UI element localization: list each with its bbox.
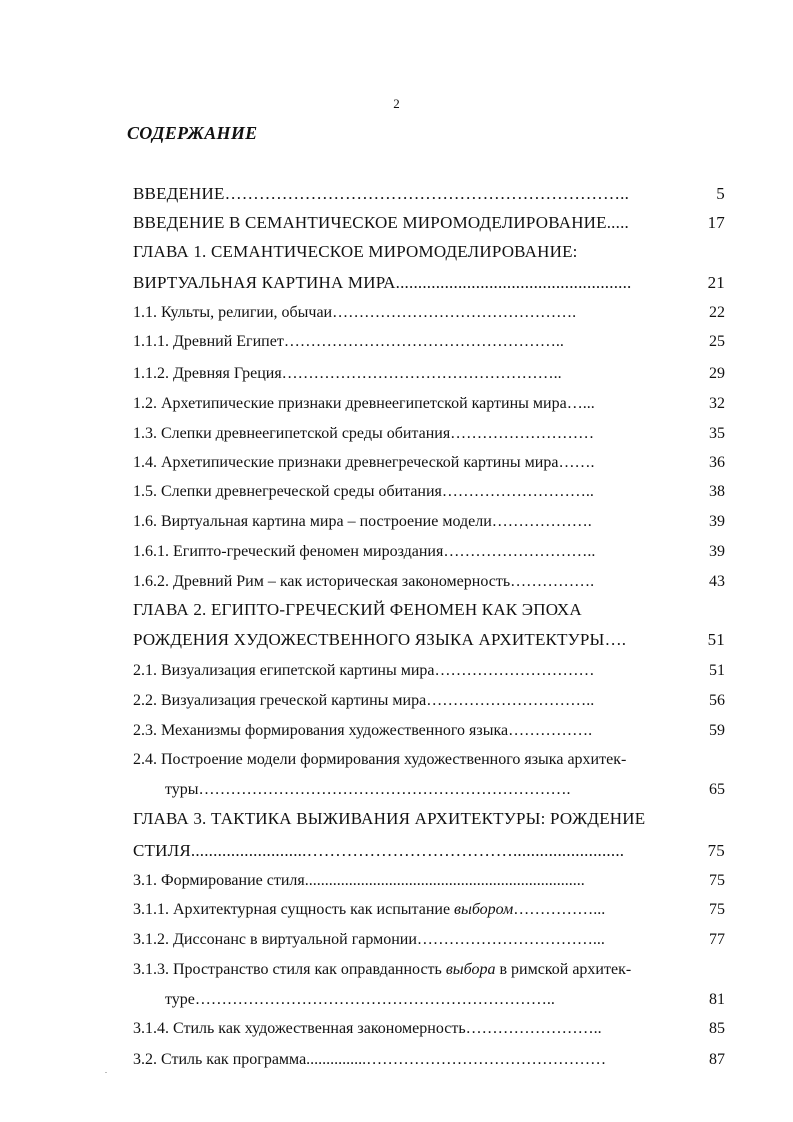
toc-entry-title: туре………………………………………………………….. [165,991,555,1008]
toc-entry-title-part: ……………... [513,901,606,918]
toc-entry-page: 75 [709,901,725,918]
toc-entry-title: 1.4. Архетипические признаки древнегреческой картины мира……. [133,454,595,471]
toc-entry-title: 2.2. Визуализация греческой картины мира………………………….. [133,692,595,709]
toc-entry-title [133,958,631,982]
toc-entry-title: 1.6.1. Египто-греческий феномен мироздания……………………….. [133,543,596,560]
toc-entry-page: 35 [709,425,725,442]
toc-entry-page: 22 [709,304,725,321]
toc-entry-title: 3.1. Формирование стиля...................................................................... [133,872,585,889]
toc-entry-page: 43 [709,573,725,590]
toc-entry-title: 1.5. Слепки древнегреческой среды обитания……………………….. [133,483,594,500]
toc-entry-page: 17 [707,213,725,232]
toc-entry-title: СТИЛЯ..........................………………………………......................... [133,841,625,860]
toc-entry-emphasis: выбора [445,961,496,978]
toc-entry-title: 3.2. Стиль как программа...............……………………………………… [133,1051,607,1068]
toc-entry-page: 32 [709,395,725,412]
toc-entry-page: 87 [709,1051,725,1068]
toc-entry-title: ГЛАВА 1. СЕМАНТИЧЕСКОЕ МИРОМОДЕЛИРОВАНИЕ: [133,242,578,261]
toc-entry-page: 51 [709,662,725,679]
toc-entry-title: туры……………………………………………………………. [165,781,571,798]
toc-entry-title: 1.2. Архетипические признаки древнеегипетской картины мира…... [133,395,595,412]
toc-entry-title: 1.1. Культы, религии, обычаи………………………………………. [133,304,577,321]
toc-entry-page: 75 [707,841,725,860]
page-number: 2 [393,96,400,111]
toc-entry-title: ВИРТУАЛЬНАЯ КАРТИНА МИРА..................................................... [133,273,632,292]
toc-entry-title: 3.1.2. Диссонанс в виртуальной гармонии……………………………... [133,931,605,948]
toc-entry-page: 29 [709,365,725,382]
toc-entry-title: 2.3. Механизмы формирования художественного языка……………. [133,722,593,739]
toc-entry-title: ГЛАВА 2. ЕГИПТО-ГРЕЧЕСКИЙ ФЕНОМЕН КАК ЭПОХА [133,600,582,619]
toc-entry-title-part: 3.1.1. Архитектурная сущность как испытание [133,901,455,918]
toc-entry-page: 25 [709,333,725,350]
toc-entry-title: 1.1.1. Древний Египет…………………………………………….. [133,333,564,350]
toc-entry-page: 85 [709,1020,725,1037]
toc-entry-page: 21 [707,273,725,292]
toc-entry-title: 1.1.2. Древняя Греция…………………………………………….. [133,365,562,382]
toc-entry-title: РОЖДЕНИЯ ХУДОЖЕСТВЕННОГО ЯЗЫКА АРХИТЕКТУРЫ…. [133,630,627,649]
toc-entry-title: ГЛАВА 3. ТАКТИКА ВЫЖИВАНИЯ АРХИТЕКТУРЫ: РОЖДЕНИЕ [133,809,646,828]
toc-entry-title: 2.1. Визуализация египетской картины мира………………………… [133,662,595,679]
toc-entry-page: 56 [709,692,725,709]
toc-entry-page: 38 [709,483,725,500]
toc-entry-page: 39 [709,543,725,560]
toc-entry-page: 5 [716,184,725,203]
toc-entry-title: 1.6.2. Древний Рим – как историческая закономерность……………. [133,573,595,590]
toc-entry-title-part: 3.1.3. Пространство стиля как оправданность [133,961,446,978]
toc-entry-title-part: в римской архитек- [495,961,632,978]
toc-entry-page: 81 [709,991,725,1008]
toc-entry-page: 36 [709,454,725,471]
toc-entry-title: 1.6. Виртуальная картина мира – построение модели………………. [133,513,592,530]
toc-entry-title: 3.1.4. Стиль как художественная закономерность…………………….. [133,1020,602,1037]
toc-heading: СОДЕРЖАНИЕ [127,123,258,143]
toc-entry-page: 51 [707,630,725,649]
toc-entry-page: 65 [709,781,725,798]
toc-entry-page: 39 [709,513,725,530]
scan-speck [105,1072,107,1073]
toc-entry-title [133,898,605,922]
toc-entry-emphasis: выбором [454,901,514,918]
toc-entry-page: 77 [709,931,725,948]
toc-entry-title: ВВЕДЕНИЕ…………………………………………………………….. [133,184,630,203]
toc-entry-page: 75 [709,872,725,889]
toc-entry-title: ВВЕДЕНИЕ В СЕМАНТИЧЕСКОЕ МИРОМОДЕЛИРОВАНИЕ..... [133,213,629,232]
toc-entry-title: 2.4. Построение модели формирования художественного языка архитек- [133,751,627,768]
toc-entry-page: 59 [709,722,725,739]
toc-entry-title: 1.3. Слепки древнеегипетской среды обитания……………………… [133,425,595,442]
